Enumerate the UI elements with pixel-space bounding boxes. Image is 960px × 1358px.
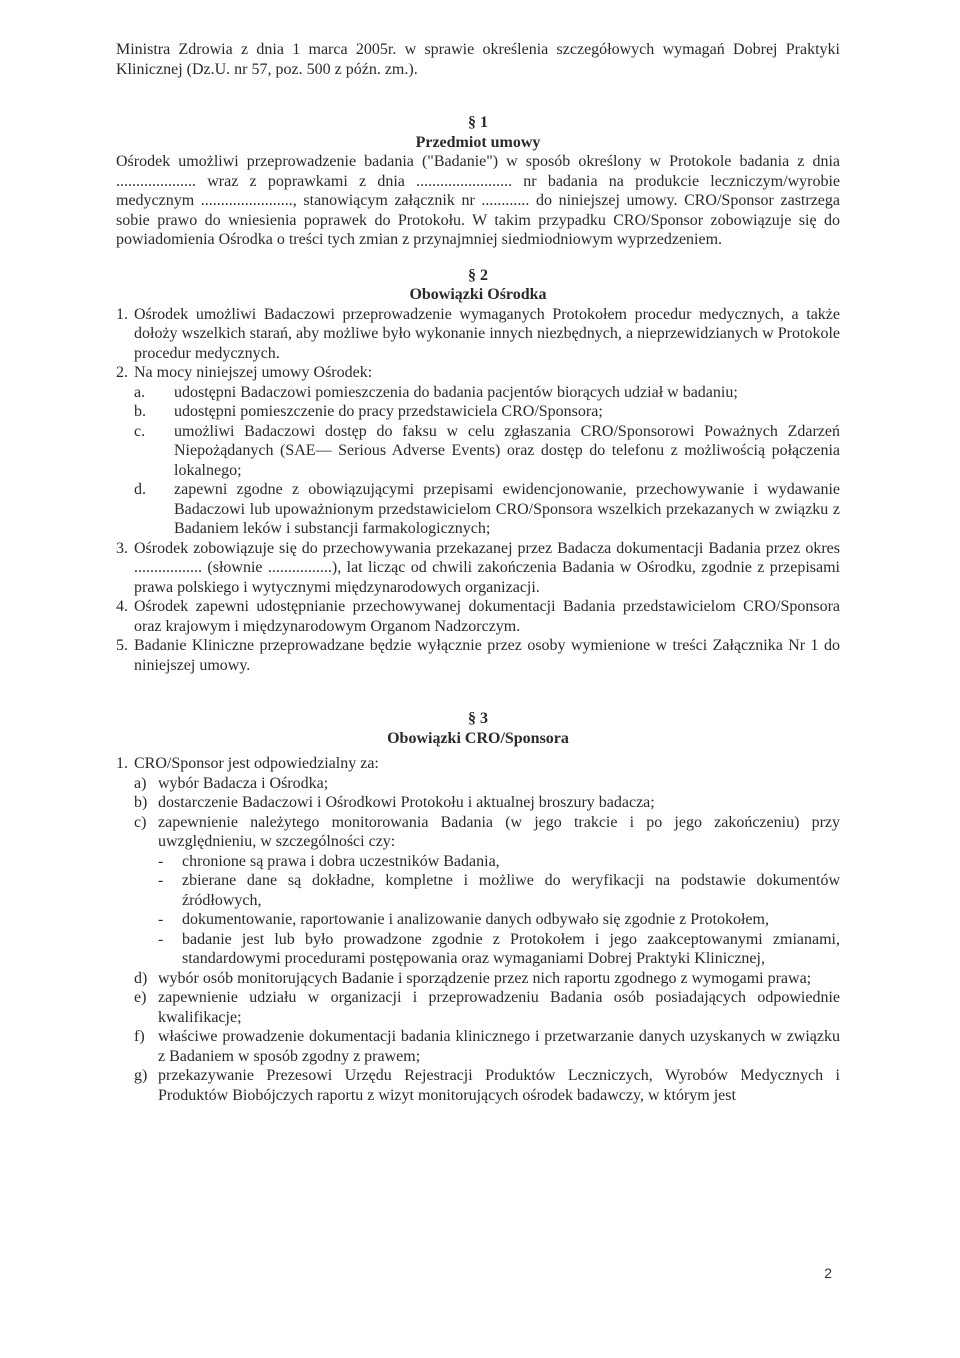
list-item	[116, 305, 840, 364]
item-text: wybór osób monitorujących Badanie i sporządzenie przez nich raportu zgodnego z wymogami prawa;	[158, 969, 812, 987]
sub-item	[116, 422, 840, 481]
item-text: zapewnienie udziału w organizacji i przeprowadzeniu Badania osób posiadających odpowiednie kwalifikacje;	[158, 989, 840, 1026]
section-2-number: § 2	[468, 266, 488, 284]
item-marker: c)	[134, 813, 147, 831]
list-item	[116, 363, 840, 383]
sub-item	[116, 969, 840, 989]
sub-item	[116, 402, 840, 422]
item-text: dostarczenie Badaczowi i Ośrodkowi Protokołu i aktualnej broszury badacza;	[158, 794, 655, 811]
section-2-title: Obowiązki Ośrodka	[409, 286, 547, 303]
item-text: chronione są prawa i dobra uczestników Badania,	[182, 852, 500, 870]
item-marker: 4.	[116, 598, 128, 615]
item-text: zapewni zgodne z obowiązującymi przepisami ewidencjonowanie, przechowywanie i wydawanie Badaczowi lub upoważnionym przedstawicielom CRO/Sponsora wszelkich przekazanych w związku z Badaniem leków i substancji farmakologicznych;	[174, 481, 840, 537]
page-number: 2	[824, 1265, 832, 1281]
sub-item	[116, 1027, 840, 1066]
sub-item	[116, 774, 840, 794]
item-text: udostępni Badaczowi pomieszczenia do badania pacjentów biorących udział w badaniu;	[174, 383, 738, 401]
dash-item	[116, 930, 840, 969]
item-text: Ośrodek zapewni udostępnianie przechowywanej dokumentacji Badania przedstawicielom CRO/Sponsora oraz krajowym i międzynarodowym Organom Nadzorczym.	[134, 598, 840, 635]
dash-item	[116, 871, 840, 910]
item-text: zapewnienie należytego monitorowania Badania (w jego trakcie i po jego zakończeniu) przy uwzględnieniu, w szczególności czy:	[158, 813, 840, 850]
item-marker: d)	[134, 969, 148, 987]
list-item	[116, 539, 840, 598]
item-marker: f)	[134, 1028, 145, 1045]
list-item	[116, 636, 840, 675]
item-text: właściwe prowadzenie dokumentacji badania klinicznego i przetwarzanie danych uzyskanych w związku z Badaniem w sposób zgodny z prawem;	[158, 1028, 840, 1065]
item-marker: 1.	[116, 755, 128, 772]
section-3-number: § 3	[468, 710, 488, 727]
sub-item	[116, 1066, 840, 1105]
section-3-title: Obowiązki CRO/Sponsora	[387, 729, 569, 747]
section-1-title: Przedmiot umowy	[415, 133, 541, 151]
item-text: CRO/Sponsor jest odpowiedzialny za:	[134, 755, 379, 772]
item-marker: g)	[134, 1067, 148, 1084]
sub-item	[116, 988, 840, 1027]
sub-item	[116, 813, 840, 852]
dash-item	[116, 852, 840, 872]
item-marker: 3.	[116, 539, 128, 557]
item-marker: 1.	[116, 305, 128, 323]
item-marker: -	[158, 872, 164, 889]
item-marker: 2.	[116, 364, 128, 381]
list-item	[116, 597, 840, 636]
item-marker: -	[158, 930, 164, 948]
item-text: przekazywanie Prezesowi Urzędu Rejestracji Produktów Leczniczych, Wyrobów Medycznych i Produktów Biobójczych raportu z wizyt monitorujących ośrodek badawczy, w którym jest	[158, 1067, 840, 1104]
sub-item	[116, 480, 840, 539]
dash-item	[116, 910, 840, 930]
section-2-list	[116, 305, 840, 676]
list-item	[116, 754, 840, 774]
item-text: umożliwi Badaczowi dostęp do faksu w celu zgłaszania CRO/Sponsorowi Poważnych Zdarzeń Niepożądanych (SAE— Serious Adverse Events) oraz dostęp do telefonu z możliwością połączenia lokalnego;	[174, 422, 840, 479]
item-marker: -	[158, 911, 164, 928]
item-marker: b)	[134, 794, 148, 811]
item-marker: 5.	[116, 637, 128, 654]
item-marker: a)	[134, 774, 147, 792]
item-text: wybór Badacza i Ośrodka;	[158, 774, 329, 792]
section-3-list	[116, 754, 840, 1105]
item-text: Ośrodek umożliwi Badaczowi przeprowadzenie wymaganych Protokołem procedur medycznych, a także dołoży wszelkich starań, aby możliwe było wykonanie innych niezbędnych, a nieprzewidzianych w Protokole procedur medycznych.	[134, 305, 840, 362]
sub-item	[116, 383, 840, 403]
item-marker: c.	[134, 422, 146, 440]
intro-paragraph: Ministra Zdrowia z dnia 1 marca 2005r. w sprawie określenia szczegółowych wymagań Dobrej Praktyki Klinicznej (Dz.U. nr 57, poz. 500 z późn. zm.).	[116, 41, 840, 78]
item-text: badanie jest lub było prowadzone zgodnie z Protokołem i jego zaakceptowanymi zmianami, standardowymi procedurami postępowania oraz wymaganiami Dobrej Praktyki Klinicznej,	[182, 930, 840, 967]
item-text: Badanie Kliniczne przeprowadzane będzie wyłącznie przez osoby wymienione w treści Załącznika Nr 1 do niniejszej umowy.	[134, 637, 840, 674]
item-text: Ośrodek zobowiązuje się do przechowywania przekazanej przez Badacza dokumentacji Badania przez okres ................. (słownie ................), lat licząc od chwili zakończenia Badania w Ośrodku, zgodnie z przepisami prawa polskiego i wytycznymi międzynarodowych organizacji.	[134, 539, 840, 596]
item-marker: b.	[134, 403, 146, 420]
item-text: udostępni pomieszczenie do pracy przedstawiciela CRO/Sponsora;	[174, 403, 603, 420]
item-marker: -	[158, 852, 164, 870]
section-1-number: § 1	[468, 114, 488, 131]
item-marker: d.	[134, 481, 146, 498]
sub-item	[116, 793, 840, 813]
item-marker: e)	[134, 989, 147, 1006]
item-text: dokumentowanie, raportowanie i analizowanie danych odbywało się zgodnie z Protokołem,	[182, 911, 769, 928]
item-marker: a.	[134, 383, 146, 401]
item-text: Na mocy niniejszej umowy Ośrodek:	[134, 364, 373, 381]
section-1-text: Ośrodek umożliwi przeprowadzenie badania ("Badanie") w sposób określony w Protokole badania z dnia .................... wraz z poprawkami z dnia ........................ nr badania na produkcie leczniczym/wyrobie medycznym ......................., stanowiącym załącznik nr ............ do niniejszej umowy. CRO/Sponsor zastrzega sobie prawo do wniesienia poprawek do Protokołu. W takim przypadku CRO/Sponsor zobowiązuje się do powiadomienia Ośrodka o treści tych zmian z przynajmniej siedmiodniowym wyprzedzeniem.	[116, 153, 840, 248]
item-text: zbierane dane są dokładne, kompletne i możliwe do weryfikacji na podstawie dokumentów źródłowych,	[182, 872, 840, 909]
